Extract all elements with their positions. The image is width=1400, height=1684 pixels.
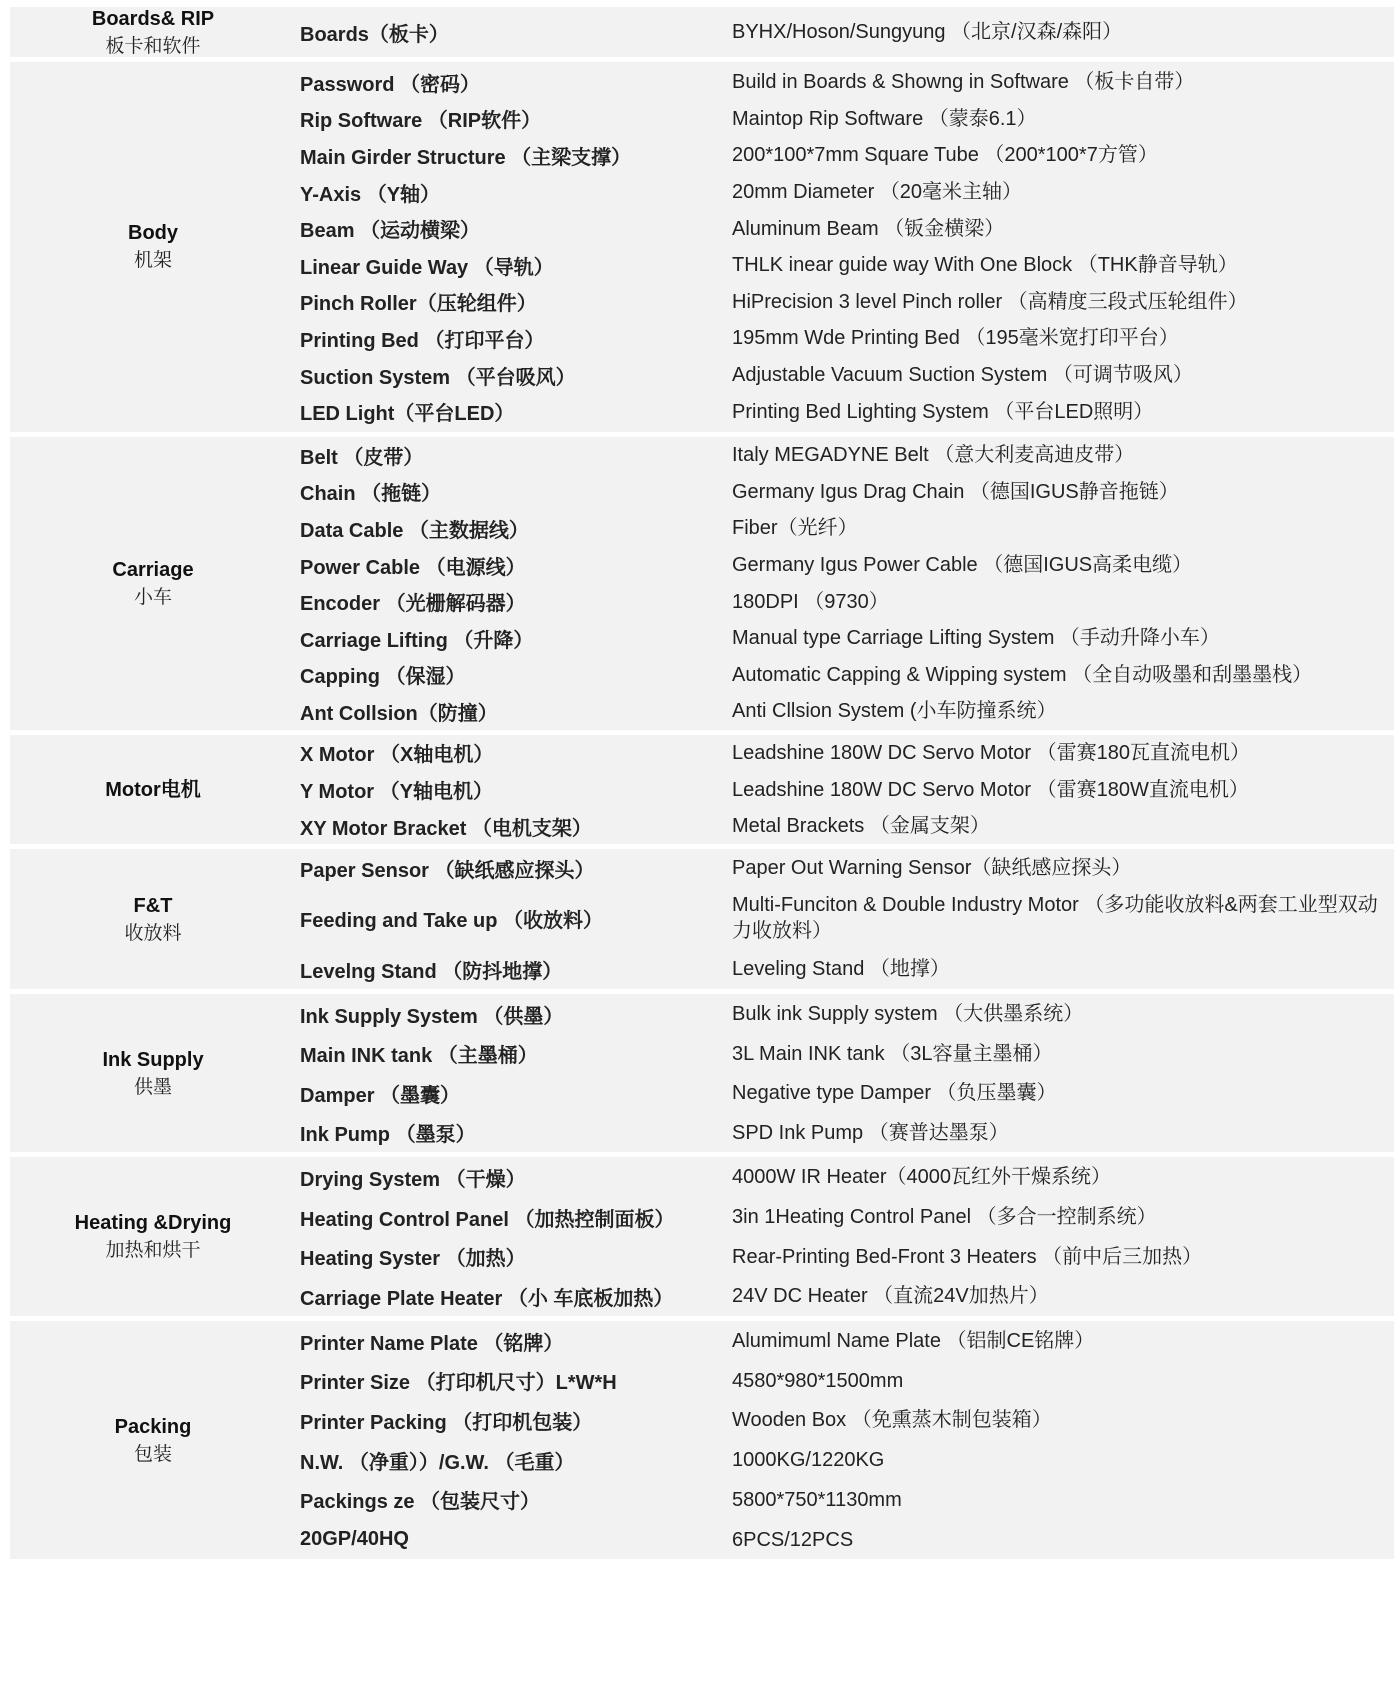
category-cell (10, 735, 296, 845)
spec-item-label: Suction System （平台吸风） (300, 366, 576, 389)
spec-item-label: Printing Bed （打印平台） (300, 329, 545, 352)
spec-item-value: Germany Igus Power Cable （德国IGUS高柔电缆） (732, 554, 1193, 577)
spec-item-value: Aluminum Beam （钣金横梁） (732, 217, 1005, 240)
spec-rows (300, 437, 1394, 730)
spec-item-value: 4580*980*1500mm (732, 1369, 904, 1392)
spec-item-value: Negative type Damper （负压墨囊） (732, 1082, 1057, 1105)
spec-item-label: Linear Guide Way （导轨） (300, 256, 554, 279)
spec-item-value: Rear-Printing Bed-Front 3 Heaters （前中后三加热） (732, 1245, 1203, 1268)
spec-item-label: Ant Collsion（防撞） (300, 702, 498, 725)
spec-item-value: Anti Cllsion System (小车防撞系统） (732, 700, 1057, 723)
spec-group-carriage (10, 437, 1394, 730)
spec-row (300, 949, 1394, 989)
spec-item-value: Fiber（光纤） (732, 517, 858, 540)
spec-item-value: BYHX/Hoson/Sungyung （北京/汉森/森阳） (732, 21, 1123, 43)
category-name-en: Body (128, 222, 178, 245)
spec-item-label: Boards（板卡） (300, 23, 449, 46)
category-name-zh: 包装 (133, 1442, 172, 1465)
spec-item-value: Adjustable Vacuum Suction System （可调节吸风） (732, 364, 1193, 387)
spec-group-feed-take (10, 849, 1394, 989)
category-name-en: Carriage (112, 558, 194, 581)
spec-item-label: Carriage Plate Heater （小 车底板加热） (300, 1287, 674, 1310)
spec-row (300, 247, 1394, 284)
spec-rows (300, 1321, 1394, 1559)
category-name-en: Ink Supply (102, 1048, 204, 1071)
spec-item-label: Heating Syster （加热） (300, 1248, 526, 1271)
spec-item-value: 3L Main INK tank （3L容量主墨桶） (732, 1042, 1053, 1065)
spec-item-label: Damper （墨囊） (300, 1084, 461, 1107)
spec-row (300, 1113, 1394, 1153)
spec-row (300, 1277, 1394, 1317)
spec-row (300, 693, 1394, 730)
spec-item-value: SPD Ink Pump （赛普达墨泵） (732, 1121, 1009, 1144)
spec-item-value: Leadshine 180W DC Servo Motor （雷赛180W直流电机） (732, 778, 1249, 801)
spec-row (300, 474, 1394, 511)
spec-row (300, 620, 1394, 657)
spec-item-value: Multi-Funciton & Double Industry Motor （多功能收放料&两套工业型双动力收放料） (732, 894, 1378, 943)
spec-item-label: 20GP/40HQ (300, 1528, 409, 1550)
spec-item-value: Manual type Carriage Lifting System （手动升降小车） (732, 627, 1220, 650)
spec-item-value: 24V DC Heater （直流24V加热片） (732, 1285, 1049, 1308)
spec-item-label: Encoder （光栅解码器） (300, 593, 526, 616)
spec-rows (300, 1157, 1394, 1316)
spec-item-value: THLK inear guide way With One Block （THK静音导轨） (732, 254, 1238, 277)
spec-row (300, 1237, 1394, 1277)
spec-row (300, 64, 1394, 101)
category-name-zh: 小车 (133, 585, 172, 608)
spec-rows (300, 7, 1394, 57)
spec-group-boards-rip (10, 7, 1394, 57)
spec-row (300, 1197, 1394, 1237)
spec-item-value: 5800*750*1130mm (732, 1488, 902, 1511)
spec-item-label: Rip Software （RIP软件） (300, 110, 542, 133)
spec-item-value: 20mm Diameter （20毫米主轴） (732, 181, 1023, 204)
spec-row (300, 1034, 1394, 1074)
spec-item-label: Beam （运动横梁） (300, 220, 481, 243)
spec-item-label: Main INK tank （主墨桶） (300, 1045, 538, 1068)
category-cell (10, 7, 296, 57)
spec-rows (300, 62, 1394, 432)
spec-item-value: Leadshine 180W DC Servo Motor （雷赛180瓦直流电机） (732, 741, 1250, 764)
category-name-zh: 加热和烘干 (105, 1239, 201, 1262)
spec-item-label: N.W. （净重））/G.W. （毛重） (300, 1451, 575, 1474)
spec-row (300, 771, 1394, 808)
spec-item-label: Ink Supply System （供墨） (300, 1005, 564, 1028)
spec-group-packing (10, 1321, 1394, 1559)
spec-item-label: XY Motor Bracket （电机支架） (300, 817, 592, 840)
spec-row (300, 393, 1394, 430)
spec-item-value: Printing Bed Lighting System （平台LED照明） (732, 400, 1154, 423)
category-cell (10, 437, 296, 730)
spec-row (300, 1321, 1394, 1361)
spec-item-label: Printer Packing （打印机包装） (300, 1411, 593, 1434)
category-name-en: Boards& RIP (91, 7, 215, 30)
category-name-zh: 供墨 (133, 1075, 172, 1098)
spec-item-value: 4000W IR Heater（4000瓦红外干燥系统） (732, 1166, 1112, 1189)
spec-row (300, 210, 1394, 247)
spec-item-value: Maintop Rip Software （蒙泰6.1） (732, 107, 1037, 130)
spec-item-label: Power Cable （电源线） (300, 556, 526, 579)
spec-row (300, 547, 1394, 584)
category-cell (10, 62, 296, 432)
spec-group-motor (10, 735, 1394, 845)
spec-item-value: Wooden Box （免熏蒸木制包装箱） (732, 1409, 1052, 1432)
spec-row (300, 1401, 1394, 1441)
spec-row (300, 1520, 1394, 1560)
spec-item-value: Italy MEGADYNE Belt （意大利麦高迪皮带） (732, 444, 1135, 467)
spec-row (300, 1073, 1394, 1113)
spec-rows (300, 735, 1394, 845)
spec-row (300, 174, 1394, 211)
spec-item-value: Automatic Capping & Wipping system （全自动吸墨和刮墨墨栈） (732, 663, 1313, 686)
spec-item-label: Chain （拖链） (300, 483, 442, 506)
spec-row (300, 994, 1394, 1034)
category-name-zh: 机架 (133, 249, 172, 272)
spec-item-label: Belt （皮带） (300, 446, 424, 469)
spec-item-label: Y-Axis （Y轴） (300, 183, 441, 206)
spec-item-label: X Motor （X轴电机） (300, 744, 494, 767)
category-name-zh: 板卡和软件 (105, 34, 201, 57)
spec-row (300, 510, 1394, 547)
category-cell (10, 1321, 296, 1559)
spec-item-label: Packings ze （包装尺寸） (300, 1491, 541, 1514)
spec-row (300, 7, 1394, 57)
spec-item-label: Pinch Roller（压轮组件） (300, 293, 537, 316)
spec-item-label: Password （密码） (300, 73, 481, 96)
spec-item-label: Carriage Lifting （升降） (300, 629, 534, 652)
spec-row (300, 849, 1394, 887)
spec-row (300, 583, 1394, 620)
spec-item-label: Ink Pump （墨泵） (300, 1124, 476, 1147)
spec-item-value: 195mm Wde Printing Bed （195毫米宽打印平台） (732, 327, 1179, 350)
spec-item-label: Feeding and Take up （收放料） (300, 909, 603, 932)
spec-item-label: Drying System （干燥） (300, 1168, 526, 1191)
spec-row (300, 808, 1394, 845)
category-cell (10, 1157, 296, 1316)
spec-row (300, 284, 1394, 321)
spec-row (300, 887, 1394, 949)
spec-table (10, 7, 1394, 1559)
spec-row (300, 320, 1394, 357)
spec-item-value: 6PCS/12PCS (732, 1528, 854, 1551)
spec-item-value: Leveling Stand （地撑） (732, 958, 950, 981)
category-name-en: Packing (114, 1415, 192, 1438)
category-cell (10, 849, 296, 989)
category-name-en: Motor电机 (105, 778, 201, 801)
spec-item-value: Metal Brackets （金属支架） (732, 815, 990, 838)
category-name-en: F&T (133, 894, 173, 917)
spec-group-body (10, 62, 1394, 432)
spec-item-label: Capping （保湿） (300, 666, 466, 689)
spec-item-label: Data Cable （主数据线） (300, 519, 529, 542)
category-name-zh: 收放料 (124, 921, 182, 944)
category-cell (10, 994, 296, 1152)
spec-item-label: Printer Name Plate （铭牌） (300, 1332, 564, 1355)
spec-item-value: Paper Out Warning Sensor（缺纸感应探头） (732, 857, 1132, 880)
spec-item-value: 1000KG/1220KG (732, 1449, 885, 1472)
spec-item-label: Main Girder Structure （主梁支撑） (300, 146, 632, 169)
spec-row (300, 1361, 1394, 1401)
spec-item-value: Alumimuml Name Plate （铝制CE铭牌） (732, 1330, 1095, 1353)
spec-rows (300, 849, 1394, 989)
spec-item-value: HiPrecision 3 level Pinch roller （高精度三段式压轮组件） (732, 290, 1248, 313)
spec-row (300, 1440, 1394, 1480)
spec-group-ink-supply (10, 994, 1394, 1152)
spec-row (300, 137, 1394, 174)
spec-row (300, 1157, 1394, 1197)
spec-item-label: Paper Sensor （缺纸感应探头） (300, 859, 595, 882)
spec-row (300, 1480, 1394, 1520)
spec-row (300, 437, 1394, 474)
spec-item-value: 180DPI （9730） (732, 590, 889, 613)
spec-row (300, 101, 1394, 138)
spec-group-heating-drying (10, 1157, 1394, 1316)
spec-row (300, 357, 1394, 394)
spec-item-label: LED Light（平台LED） (300, 403, 515, 426)
spec-item-value: Build in Boards & Showng in Software （板卡自带） (732, 71, 1195, 94)
spec-item-label: Levelng Stand （防抖地撑） (300, 960, 563, 983)
spec-item-value: Germany Igus Drag Chain （德国IGUS静音拖链） (732, 480, 1179, 503)
spec-item-label: Y Motor （Y轴电机） (300, 781, 493, 804)
category-name-en: Heating &Drying (74, 1212, 232, 1235)
spec-item-value: 200*100*7mm Square Tube （200*100*7方管） (732, 144, 1158, 167)
spec-item-value: Bulk ink Supply system （大供墨系统） (732, 1003, 1084, 1026)
spec-item-label: Printer Size （打印机尺寸）L*W*H (300, 1372, 617, 1395)
spec-item-label: Heating Control Panel （加热控制面板） (300, 1208, 675, 1231)
spec-row (300, 735, 1394, 772)
spec-item-value: 3in 1Heating Control Panel （多合一控制系统） (732, 1206, 1157, 1228)
spec-row (300, 657, 1394, 694)
spec-rows (300, 994, 1394, 1152)
